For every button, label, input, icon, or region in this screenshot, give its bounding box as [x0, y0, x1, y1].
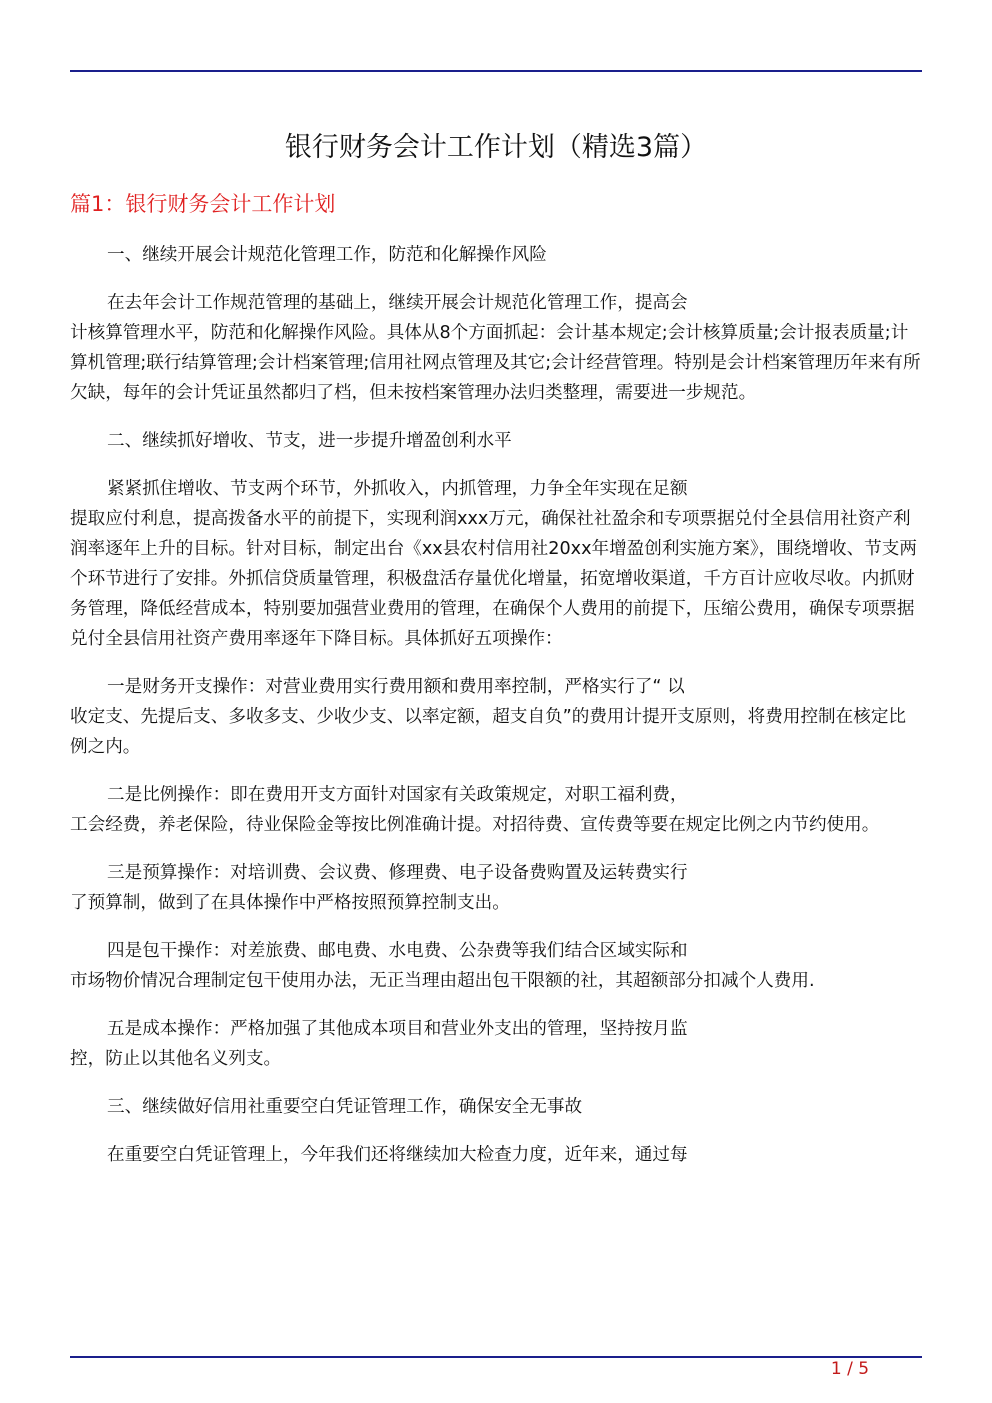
paragraph-continuation: 收定支、先提后支、多收多支、少收少支、以率定额，超支自负”的费用计提开支原则，将费用控制在核定比例之内。: [70, 707, 907, 757]
paragraph-first-line: 三是预算操作：对培训费、会议费、修理费、电子设备费购置及运转费实行: [107, 863, 688, 883]
paragraph: [70, 1014, 922, 1074]
paragraph-continuation: 控，防止以其他名义列支。: [70, 1049, 282, 1069]
paragraph-first-line: 五是成本操作：严格加强了其他成本项目和营业外支出的管理，坚持按月监: [107, 1019, 688, 1039]
header-rule: [70, 70, 922, 72]
paragraph-first-line: 一是财务开支操作：对营业费用实行费用额和费用率控制，严格实行了“ 以: [107, 677, 685, 697]
paragraph-first-line: 在重要空白凭证管理上，今年我们还将继续加大检查力度，近年来，通过每: [107, 1145, 688, 1165]
page-number: 1 / 5: [830, 1359, 870, 1379]
paragraph: [70, 672, 922, 762]
paragraph: [70, 858, 922, 918]
paragraph-first-line: 二、继续抓好增收、节支，进一步提升增盈创利水平: [107, 431, 512, 451]
paragraph-first-line: 紧紧抓住增收、节支两个环节，外抓收入，内抓管理，力争全年实现在足额: [107, 479, 688, 499]
paragraph-first-line: 二是比例操作：即在费用开支方面针对国家有关政策规定，对职工福利费，: [107, 785, 688, 805]
document-title: 银行财务会计工作计划（精选3篇）: [284, 132, 708, 163]
paragraph: [70, 1092, 922, 1122]
paragraph-first-line: 一、继续开展会计规范化管理工作，防范和化解操作风险: [107, 245, 547, 265]
paragraph: [70, 426, 922, 456]
paragraph-first-line: 在去年会计工作规范管理的基础上，继续开展会计规范化管理工作，提高会: [107, 293, 688, 313]
paragraph-continuation: 工会经费，养老保险，待业保险金等按比例准确计提。对招待费、宣传费等要在规定比例之内节约使用。: [70, 815, 880, 835]
paragraph-first-line: 四是包干操作：对差旅费、邮电费、水电费、公杂费等我们结合区域实际和: [107, 941, 688, 961]
paragraph: [70, 474, 922, 654]
footer-rule: [70, 1356, 922, 1358]
paragraph: [70, 780, 922, 840]
paragraph-continuation: 计核算管理水平，防范和化解操作风险。具体从8个方面抓起：会计基本规定;会计核算质量;会计报表质量;计算机管理;联行结算管理;会计档案管理;信用社网点管理及其它;会计经营管理。特别是会计档案管理历年来有所欠缺，每年的会计凭证虽然都归了档，但未按档案管理办法归类整理，需要进一步规范。: [70, 323, 921, 403]
paragraph-first-line: 三、继续做好信用社重要空白凭证管理工作，确保安全无事故: [107, 1097, 583, 1117]
section-title: 篇1：银行财务会计工作计划: [70, 192, 336, 216]
paragraph: [70, 936, 922, 996]
paragraph: [70, 288, 922, 408]
paragraph-continuation: 提取应付利息，提高拨备水平的前提下，实现利润xxx万元，确保社社盈余和专项票据兑付全县信用社资产利润率逐年上升的目标。针对目标，制定出台《xx县农村信用社20xx年增盈创利实施方案》，围绕增收、节支两个环节进行了安排。外抓信贷质量管理，积极盘活存量优化增量，拓宽增收渠道，千方百计应收尽收。内抓财务管理，降低经营成本，特别要加强营业费用的管理，在确保个人费用的前提下，压缩公费用，确保专项票据兑付全县信用社资产费用率逐年下降目标。具体抓好五项操作：: [70, 509, 917, 649]
document-body: [70, 240, 922, 1188]
paragraph-continuation: 了预算制，做到了在具体操作中严格按照预算控制支出。: [70, 893, 510, 913]
paragraph-continuation: 市场物价情况合理制定包干使用办法，无正当理由超出包干限额的社，其超额部分扣减个人费用.: [70, 971, 815, 991]
paragraph: [70, 240, 922, 270]
paragraph: [70, 1140, 922, 1170]
